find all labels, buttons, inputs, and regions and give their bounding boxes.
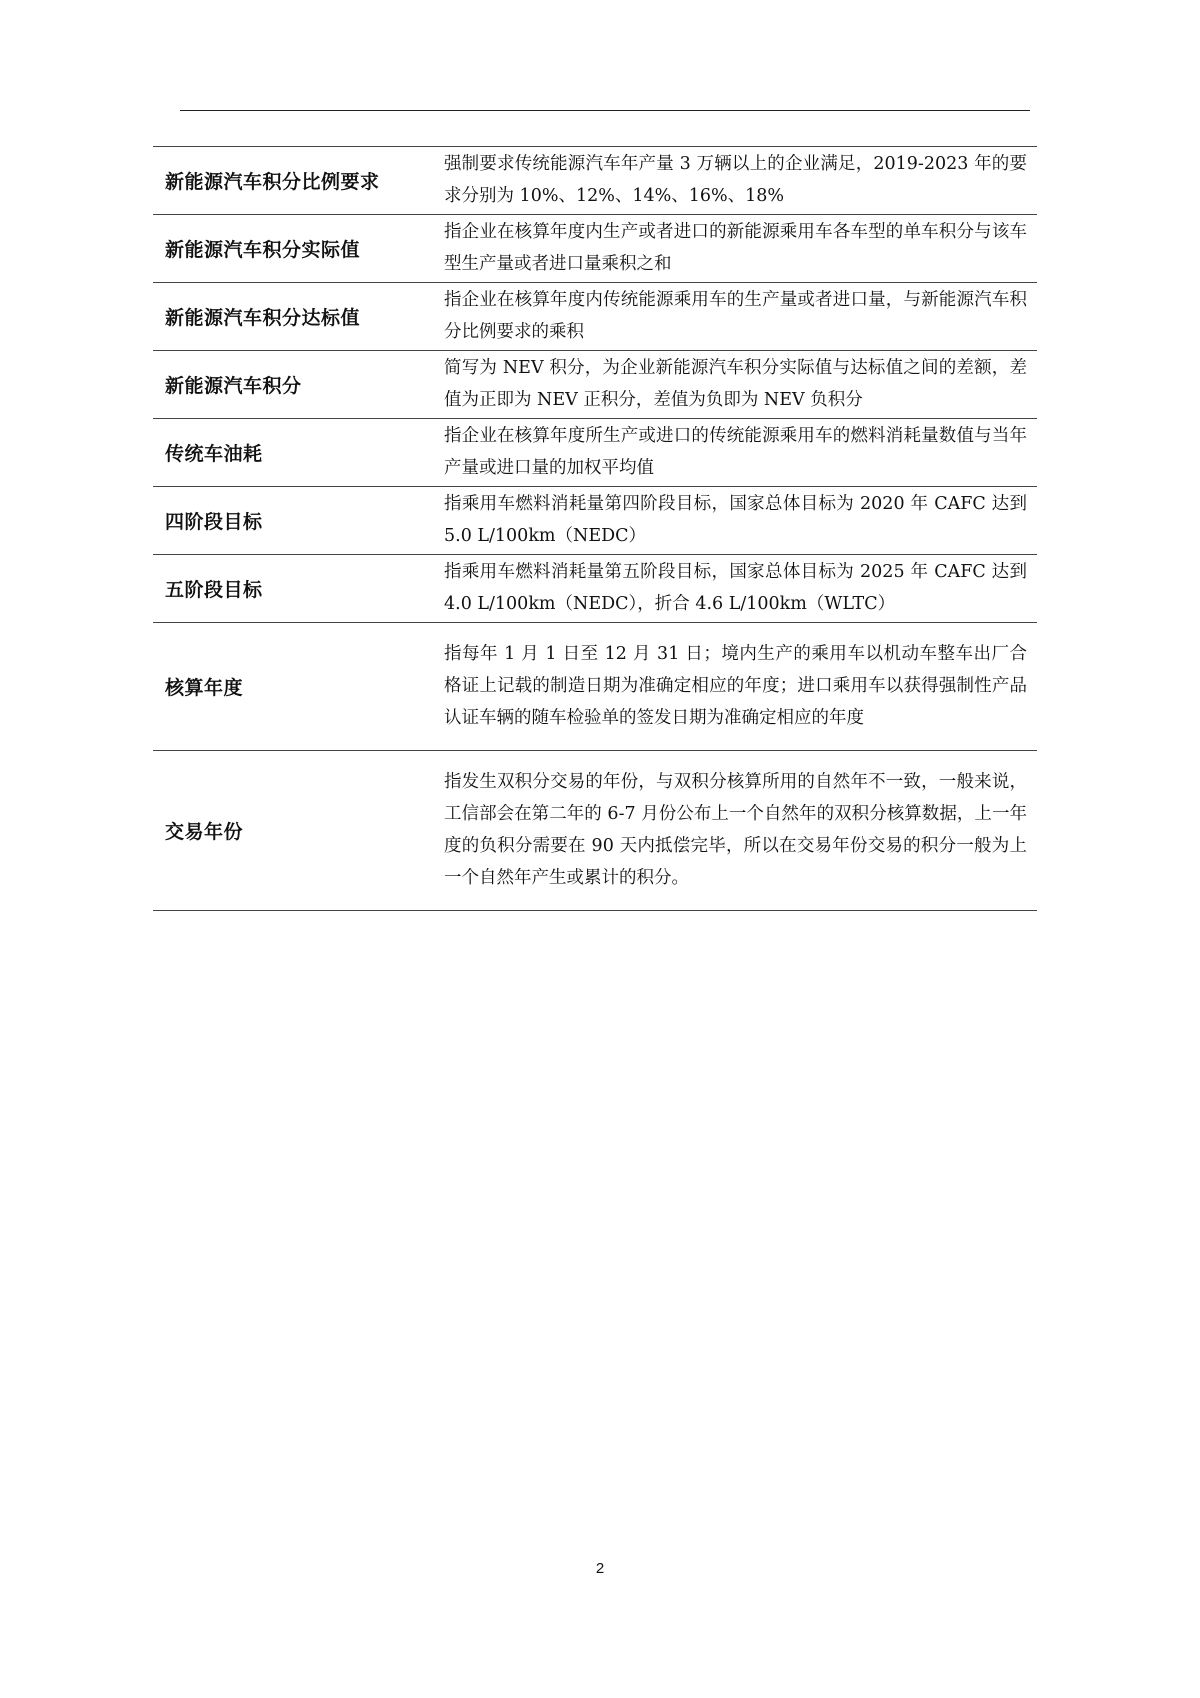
table-row bbox=[153, 487, 1037, 555]
table-row bbox=[153, 283, 1037, 351]
definition-cell: 指发生双积分交易的年份，与双积分核算所用的自然年不一致，一般来说，工信部会在第二年的 6-7 月份公布上一个自然年的双积分核算数据，上一年度的负积分需要在 90 天内抵偿完毕，所以在交易年份交易的积分一般为上一个自然年产生或累计的积分。 bbox=[436, 751, 1037, 911]
term-cell: 新能源汽车积分比例要求 bbox=[153, 147, 436, 215]
page-number: 2 bbox=[595, 1560, 605, 1577]
table-row bbox=[153, 351, 1037, 419]
table-row bbox=[153, 419, 1037, 487]
definition-cell: 指企业在核算年度内传统能源乘用车的生产量或者进口量，与新能源汽车积分比例要求的乘积 bbox=[436, 283, 1037, 351]
definition-cell: 指乘用车燃料消耗量第四阶段目标，国家总体目标为 2020 年 CAFC 达到 5.0 L/100km（NEDC） bbox=[436, 487, 1037, 555]
table-row bbox=[153, 215, 1037, 283]
term-cell: 传统车油耗 bbox=[153, 419, 436, 487]
term-cell: 四阶段目标 bbox=[153, 487, 436, 555]
definition-cell: 指每年 1 月 1 日至 12 月 31 日；境内生产的乘用车以机动车整车出厂合格证上记载的制造日期为准确定相应的年度；进口乘用车以获得强制性产品认证车辆的随车检验单的签发日期为准确定相应的年度 bbox=[436, 623, 1037, 751]
table-row bbox=[153, 623, 1037, 751]
term-cell: 五阶段目标 bbox=[153, 555, 436, 623]
definition-cell: 简写为 NEV 积分，为企业新能源汽车积分实际值与达标值之间的差额，差值为正即为 NEV 正积分，差值为负即为 NEV 负积分 bbox=[436, 351, 1037, 419]
definition-cell: 强制要求传统能源汽车年产量 3 万辆以上的企业满足，2019-2023 年的要求分别为 10%、12%、14%、16%、18% bbox=[436, 147, 1037, 215]
table-row bbox=[153, 555, 1037, 623]
term-cell: 交易年份 bbox=[153, 751, 436, 911]
table-row bbox=[153, 147, 1037, 215]
definition-cell: 指企业在核算年度内生产或者进口的新能源乘用车各车型的单车积分与该车型生产量或者进口量乘积之和 bbox=[436, 215, 1037, 283]
term-cell: 新能源汽车积分 bbox=[153, 351, 436, 419]
glossary-table bbox=[153, 146, 1037, 911]
header-rule bbox=[180, 110, 1030, 111]
term-cell: 新能源汽车积分达标值 bbox=[153, 283, 436, 351]
definition-cell: 指乘用车燃料消耗量第五阶段目标，国家总体目标为 2025 年 CAFC 达到 4.0 L/100km（NEDC），折合 4.6 L/100km（WLTC） bbox=[436, 555, 1037, 623]
definition-cell: 指企业在核算年度所生产或进口的传统能源乘用车的燃料消耗量数值与当年产量或进口量的加权平均值 bbox=[436, 419, 1037, 487]
table-row bbox=[153, 751, 1037, 911]
term-cell: 新能源汽车积分实际值 bbox=[153, 215, 436, 283]
term-cell: 核算年度 bbox=[153, 623, 436, 751]
